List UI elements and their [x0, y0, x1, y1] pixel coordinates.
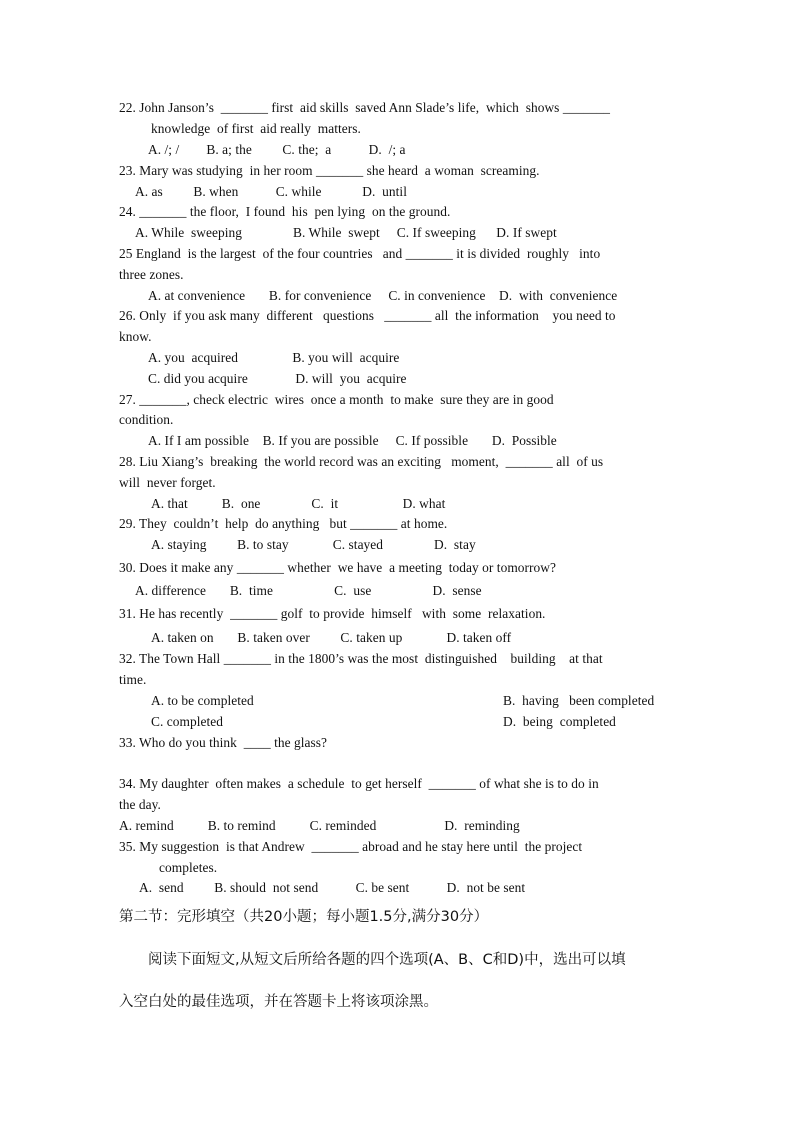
question-26-stem: 26. Only if you ask many different questions _______ all the information you need to: [119, 308, 616, 323]
question-30-stem: 30. Does it make any _______ whether we have a meeting today or tomorrow?: [119, 560, 557, 575]
question-22-options: A. /; / B. a; the C. the; a D. /; a: [148, 142, 406, 157]
question-29-stem: 29. They couldn’t help do anything but _______ at home.: [119, 516, 448, 531]
question-23-options: A. as B. when C. while D. until: [135, 184, 407, 199]
question-32-option-b: B. having been completed: [503, 693, 655, 708]
question-34-stem-cont: the day.: [119, 797, 161, 812]
question-34-stem: 34. My daughter often makes a schedule to get herself _______ of what she is to do in: [119, 776, 599, 791]
question-32-stem: 32. The Town Hall _______ in the 1800’s was the most distinguished building at that: [119, 651, 603, 666]
question-22-stem-cont: knowledge of first aid really matters.: [151, 121, 361, 136]
question-26-options-cd: C. did you acquire D. will you acquire: [148, 371, 407, 386]
question-26-options-ab: A. you acquired B. you will acquire: [148, 350, 400, 365]
question-29-options: A. staying B. to stay C. stayed D. stay: [151, 537, 476, 552]
question-28-stem-cont: will never forget.: [119, 475, 216, 490]
question-27-stem-cont: condition.: [119, 412, 174, 427]
question-23-stem: 23. Mary was studying in her room _______ she heard a woman screaming.: [119, 163, 540, 178]
question-27-options: A. If I am possible B. If you are possible C. If possible D. Possible: [148, 433, 557, 448]
question-25-stem: 25 England is the largest of the four countries and _______ it is divided roughly into: [119, 246, 601, 261]
question-31-options: A. taken on B. taken over C. taken up D. taken off: [151, 630, 512, 645]
question-35-options: A. send B. should not send C. be sent D. not be sent: [139, 880, 526, 895]
question-34-options: A. remind B. to remind C. reminded D. reminding: [119, 818, 520, 833]
question-32-option-a: A. to be completed: [151, 693, 254, 708]
question-32-option-c: C. completed: [151, 714, 223, 729]
question-32-option-d: D. being completed: [503, 714, 616, 729]
question-28-stem: 28. Liu Xiang’s breaking the world record was an exciting moment, _______ all of us: [119, 454, 604, 469]
question-25-options: A. at convenience B. for convenience C. in convenience D. with convenience: [148, 288, 618, 303]
question-22-stem: 22. John Janson’s _______ first aid skills saved Ann Slade’s life, which shows _______: [119, 100, 611, 115]
question-27-stem: 27. _______, check electric wires once a month to make sure they are in good: [119, 392, 554, 407]
question-25-stem-cont: three zones.: [119, 267, 184, 282]
question-30-options: A. difference B. time C. use D. sense: [135, 583, 482, 598]
section-heading: 第二节：完形填空（共20小题；每小题1.5分,满分30分）: [119, 909, 489, 925]
question-24-stem: 24. _______ the floor, I found his pen lying on the ground.: [119, 204, 451, 219]
instruction-line-1: 阅读下面短文,从短文后所给各题的四个选项(A、B、C和D)中，选出可以填: [148, 952, 626, 968]
question-28-options: A. that B. one C. it D. what: [151, 496, 446, 511]
question-26-stem-cont: know.: [119, 329, 152, 344]
question-24-options: A. While sweeping B. While swept C. If sweeping D. If swept: [135, 225, 557, 240]
question-35-stem: 35. My suggestion is that Andrew _______ abroad and he stay here until the project: [119, 839, 583, 854]
question-35-stem-cont: completes.: [159, 860, 218, 875]
question-31-stem: 31. He has recently _______ golf to provide himself with some relaxation.: [119, 606, 546, 621]
instruction-line-2: 入空白处的最佳选项，并在答题卡上将该项涂黑。: [119, 994, 438, 1010]
question-32-stem-cont: time.: [119, 672, 147, 687]
question-33-stem: 33. Who do you think ____ the glass?: [119, 735, 328, 750]
